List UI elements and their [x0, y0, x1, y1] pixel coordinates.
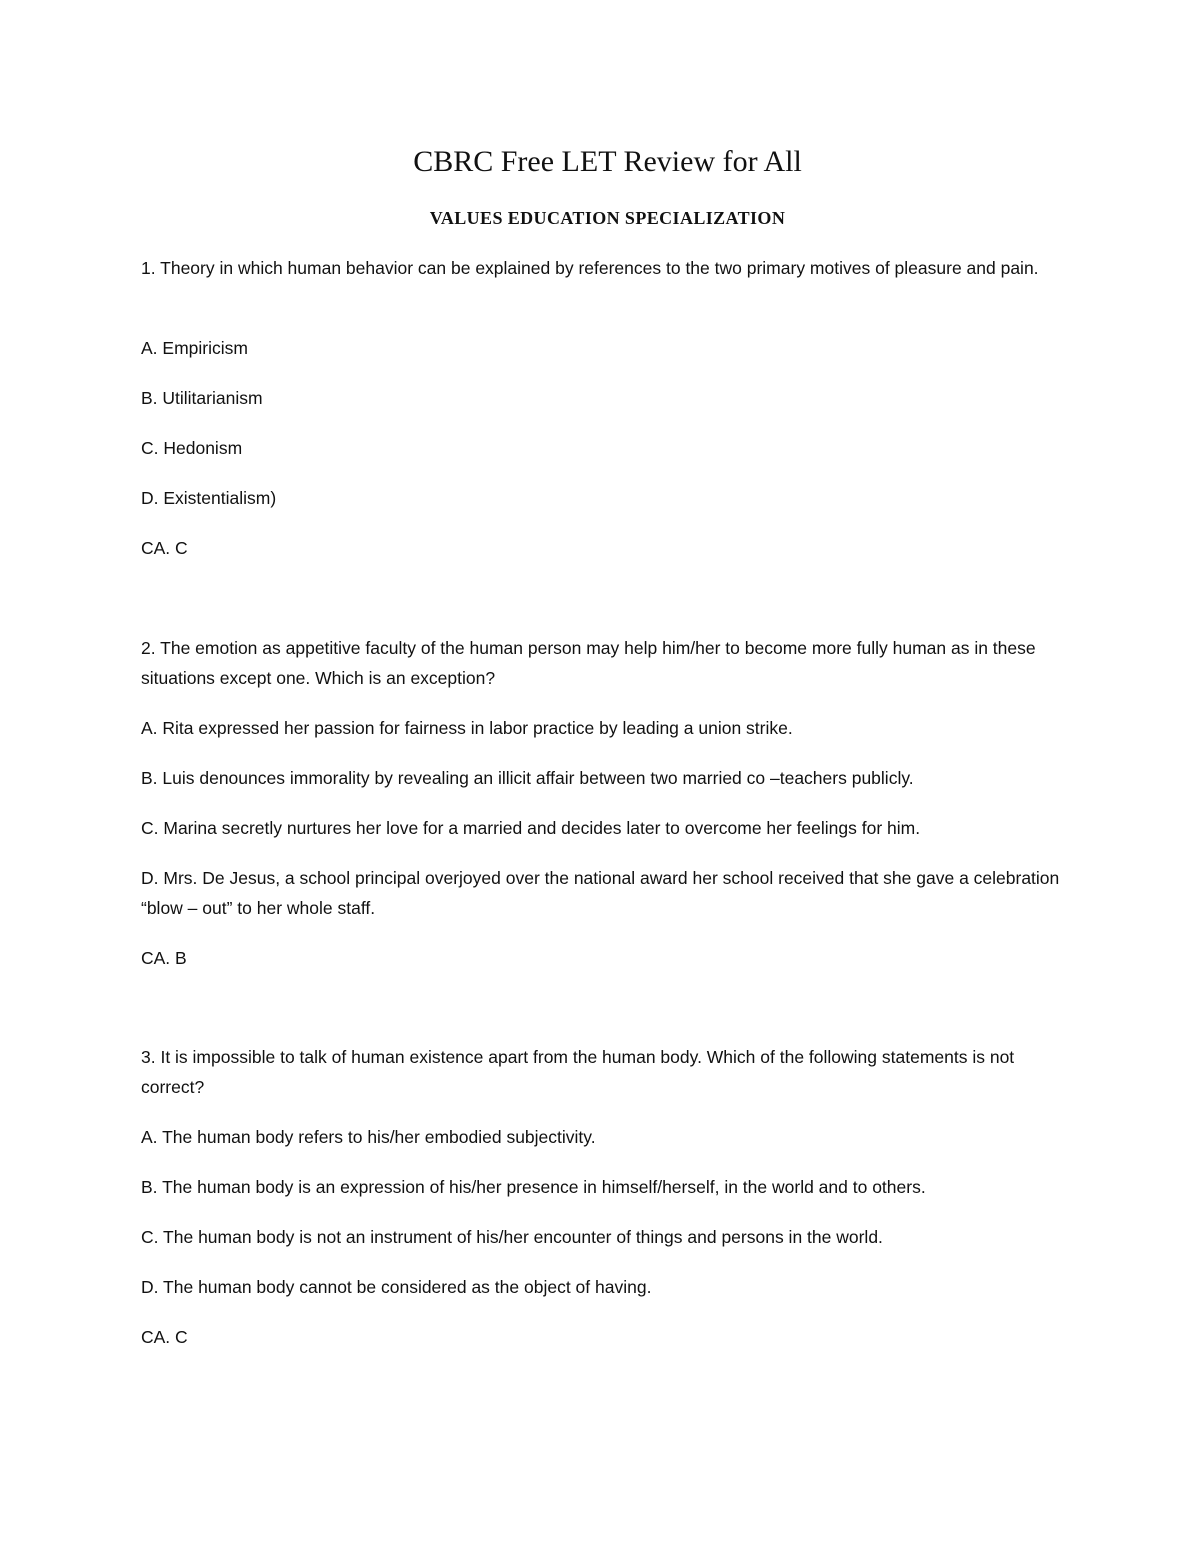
question-1-option-b: B. Utilitarianism	[141, 388, 263, 408]
question-1-option-c: C. Hedonism	[141, 438, 243, 458]
question-1-stem: 1. Theory in which human behavior can be explained by references to the two primary motives of pleasure and pain.	[141, 258, 1039, 278]
question-2-answer: CA. B	[141, 948, 187, 968]
question-3-option-d: D. The human body cannot be considered as the object of having.	[141, 1277, 652, 1297]
question-3-option-a: A. The human body refers to his/her embodied subjectivity.	[141, 1127, 596, 1147]
question-2-stem: 2. The emotion as appetitive faculty of the human person may help him/her to become more fully human as in these situations except one. Which is an exception?	[141, 638, 1036, 688]
question-2-option-b: B. Luis denounces immorality by revealing an illicit affair between two married co –teachers publicly.	[141, 768, 914, 788]
question-2-option-c: C. Marina secretly nurtures her love for a married and decides later to overcome her feelings for him.	[141, 818, 921, 838]
question-3-option-b: B. The human body is an expression of his/her presence in himself/herself, in the world and to others.	[141, 1177, 926, 1197]
question-1-option-d: D. Existentialism)	[141, 488, 277, 508]
question-3-option-c: C. The human body is not an instrument of his/her encounter of things and persons in the world.	[141, 1227, 883, 1247]
question-2-option-d: D. Mrs. De Jesus, a school principal overjoyed over the national award her school received that she gave a celebration “blow – out” to her whole staff.	[141, 868, 1060, 918]
question-2-option-a: A. Rita expressed her passion for fairness in labor practice by leading a union strike.	[141, 718, 793, 738]
document-title: CBRC Free LET Review for All	[413, 145, 802, 178]
question-3-answer: CA. C	[141, 1327, 188, 1347]
question-1-answer: CA. C	[141, 538, 188, 558]
question-3-stem: 3. It is impossible to talk of human existence apart from the human body. Which of the following statements is not correct?	[141, 1047, 1015, 1097]
document-subtitle: VALUES EDUCATION SPECIALIZATION	[429, 208, 786, 228]
question-1-option-a: A. Empiricism	[141, 338, 248, 358]
